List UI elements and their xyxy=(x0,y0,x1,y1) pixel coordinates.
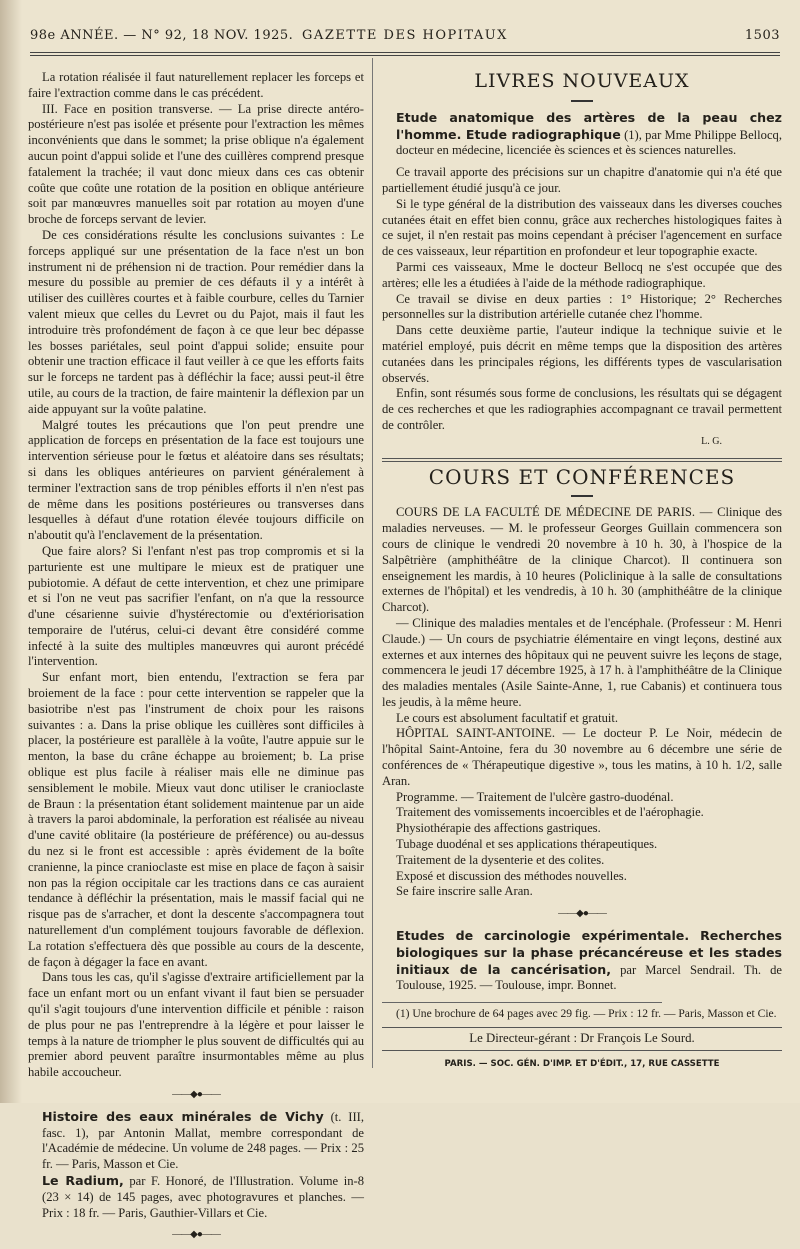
review-paragraph: Parmi ces vaisseaux, Mme le docteur Bellocq ne s'est occupée que des artères; elle les a étudiées à l'aide de la méthode radiographique. xyxy=(382,259,782,290)
review-paragraph: Enfin, sont résumés sous forme de conclusions, les résultats qui se dégagent de ces recherches et que les radiographies accompagnant ce travail permettent de contrôler. xyxy=(382,386,782,432)
article-paragraph: De ces considérations résulte les conclusions suivantes : Le forceps appliqué sur une présentation de la face n'est un bon instrument ni de préhension ni de traction. Pour remédier dans la mesure du possible au premier de ces défauts il y a intérêt à utiliser des cuillères courtes et à faible courbure, celles du Tarnier valent mieux que celles du Levret ou du Pajot, mais il faut les introduire très profondément de façon à ce que leur bec dépasse les bosses pariétales, seul point d'appui solide; ensuite pour obtenir une traction efficace il faut veiller à ce que les efforts faits sur le forceps ne tardent pas à défléchir la face; aussi peut-il être utile, au cours de la traction, de faire maintenir la déflexion par un aide appuyant sur la voûte palatine. xyxy=(28,227,364,416)
title-underline xyxy=(571,100,593,102)
article-paragraph: Que faire alors? Si l'enfant n'est pas trop compromis et si la parturiente est une multipare le mieux est de pratiquer une pubiotomie. A défaut de cette intervention, et chez une primipare et si l'on ne veut pas sacrifier l'enfant, on n'a que la ressource d'une césarienne suivie d'hystérectomie ou d'extériorisation temporaire de l'utérus, celui-ci devant être considéré comme infecté à la suite des multiples manœuvres qui auront précédé l'intervention. xyxy=(28,543,364,669)
cours-paragraph: Le cours est absolument facultatif et gratuit. xyxy=(396,710,619,725)
section-title-cours: COURS ET CONFÉRENCES xyxy=(428,464,736,489)
thesis-title: Etudes de carcinologie expérimentale. Recherches biologiques sur la phase précancéreuse et les stades initiaux de la cancérisation, xyxy=(396,928,782,977)
signature: L. G. xyxy=(701,435,722,447)
book-notice-radium xyxy=(28,1173,364,1221)
book-details: (1), par Mme Philippe Bellocq, docteur en médecine, licenciée ès sciences et ès sciences naturelles. xyxy=(396,127,782,158)
footnote-rule xyxy=(382,1002,662,1003)
right-column xyxy=(382,70,782,1073)
article-paragraph: Dans tous les cas, qu'il s'agisse d'extraire artificiellement par la face un enfant mort ou un enfant vivant il faut bien se persuader qu'il s'agit toujours d'une intervention difficile et pénible : raison de plus pour ne pas l'entreprendre à la légère et pour laisser le temps à la nature de triompher le plus souvent de difficultés qui au premier abord peuvent paraître insurmontables même au plus habile accoucheur. xyxy=(28,970,364,1080)
journal-title: GAZETTE DES HOPITAUX xyxy=(302,28,508,43)
thesis-notice xyxy=(382,928,782,994)
review-paragraph: Ce travail se divise en deux parties : 1° Historique; 2° Recherches personnelles sur la distribution artérielle cutanée chez l'homme. xyxy=(382,291,782,322)
cours-paragraph: HÔPITAL SAINT-ANTOINE. — Le docteur P. Le Noir, médecin de l'hôpital Saint-Antoine, fera du 30 novembre au 6 décembre une série de conférences de « Thérapeutique digestive », tous les matins, à 10 h. 1/2, salle Aran. xyxy=(382,726,782,788)
issue-info: 98e ANNÉE. — N° 92, 18 NOV. 1925. xyxy=(30,28,294,43)
review-paragraph: Si le type général de la distribution des vaisseaux dans les diverses couches cutanées était en effet bien connu, grâce aux recherches histologiques faites à ce sujet, il n'en restait pas moins cependant à préciser l'agencement en surface de ces vaisseaux, leur répartition en profondeur et leur topographie exacte. xyxy=(382,196,782,259)
book-title: Etude anatomique des artères de la peau chez l'homme. Etude radiographique xyxy=(396,109,782,142)
left-column xyxy=(28,70,364,1249)
ornament-divider: ——◆●—— xyxy=(558,908,606,920)
page-number: 1503 xyxy=(744,28,780,43)
book-details: (t. III, fasc. 1), par Antonin Mallat, membre correspondant de l'Académie de médecine. Un volume de 248 pages. — Prix : 25 fr. — Paris, Masson et Cie. xyxy=(42,1109,364,1172)
program-item: Traitement de la dysenterie et des colites. xyxy=(396,852,605,867)
column-separator xyxy=(372,58,373,1068)
book-notice-vichy xyxy=(28,1109,364,1173)
book-title: Le Radium, xyxy=(42,1172,124,1188)
printer-imprint: PARIS. — SOC. GÉN. D'IMP. ET D'ÉDIT., 17, RUE CASSETTE xyxy=(444,1059,720,1070)
thesis-details: par Marcel Sendrail. Th. de Toulouse, 1925. — Toulouse, impr. Bonnet. xyxy=(396,962,782,993)
review-paragraph: Ce travail apporte des précisions sur un chapitre d'anatomie qui n'a été que partiellement étudié jusqu'à ce jour. xyxy=(382,165,782,195)
program-item: Programme. — Traitement de l'ulcère gastro-duodénal. xyxy=(396,789,674,804)
book-title: Histoire des eaux minérales de Vichy xyxy=(42,1108,324,1124)
ornament-divider: ——◆●—— xyxy=(172,1089,220,1100)
article-paragraph: Sur enfant mort, bien entendu, l'extraction se fera par broiement de la face : pour cette intervention se rappeler que la basiotribe n'est pas l'instrument de choix pour les raisons suivantes : a. Dans la prise oblique les cuillères sont difficiles à placer, la postérieure est parallèle à la voûte, l'autre appuie sur le menton, la base du crâne échappe au broiement; b. La prise oblique est plus facile à réaliser mais elle ne diminue pas sensiblement le mobile. Mieux vaut donc utiliser le cranioclaste de Braun : la présentation étant solidement maintenue par un aide à travers la paroi abdominale, la perforation est réalisée au niveau d'une cavité oblitaire (la postérieure de préférence) ou au-dessus du nez si le front est accessible : après évidement de la boîte cranienne, la pince cranioclaste est mise en place de façon à saisir non pas la région occipitale car les tractions dans ce cas auraient tendance à défléchir la présentation, mais le massif facial qui ne risque pas de s'arracher, et dont la descente s'accompagnera tout naturellement d'un complément toujours favorable de déflexion. La rotation s'effectuera dès que possible au cours de la descente, de façon à dégager la face en avant. xyxy=(28,670,364,969)
cours-paragraph: COURS DE LA FACULTÉ DE MÉDECINE DE PARIS. — Clinique des maladies nerveuses. — M. le professeur Georges Guillain commencera son cours de clinique le vendredi 20 novembre à 10 h. 30, à l'hospice de la Salpêtrière (amphithéâtre de la clinique Charcot). Il continuera son enseignement les mardis, à 10 heures (Policlinique à la salle de consultations externes de l'hôpital) et les vendredis, à 10 h. 30 (amphithéâtre de la clinique Charcot). xyxy=(382,505,782,615)
program-item: Exposé et discussion des méthodes nouvelles. xyxy=(396,868,627,883)
cours-paragraph: — Clinique des maladies mentales et de l'encéphale. (Professeur : M. Henri Claude.) — Un cours de psychiatrie élémentaire en vingt leçons, destiné aux externes et aux internes des hôpitaux qui ne peuvent suivre les leçons de stage, commencera le jeudi 17 décembre 1925, à 17 h. à l'amphithéâtre de la Clinique des maladies mentales (Asile Sainte-Anne, 1, rue Cabanis) et continuera tous les jeudis, à la même heure. xyxy=(382,615,782,709)
program-item: Traitement des vomissements incoercibles et de l'aérophagie. xyxy=(396,805,704,820)
program-item: Tubage duodénal et ses applications thérapeutiques. xyxy=(396,837,658,852)
program-item: Se faire inscrire salle Aran. xyxy=(396,884,533,899)
article-paragraph: La rotation réalisée il faut naturellement replacer les forceps et faire l'extraction comme dans le cas précédent. xyxy=(28,70,364,100)
page-header xyxy=(30,28,780,48)
header-rule-2 xyxy=(30,55,780,56)
title-underline xyxy=(571,495,593,497)
article-paragraph: Malgré toutes les précautions que l'on peut prendre une application de forceps en présentation de la face est toujours une intervention sérieuse pour le fœtus et aléatoire dans ses résultats; si dans les obliques antérieures on parvient généralement à terminer l'extraction sans de trop pénibles efforts il n'en n'est pas de même dans les positions postérieures ou transverses dans lesquelles à défaut d'une rotation élevée toujours difficile on n'aboutit qu'à l'enclavement de la présentation. xyxy=(28,417,364,543)
footnote: (1) Une brochure de 64 pages avec 29 fig. — Prix : 12 fr. — Paris, Masson et Cie. xyxy=(396,1007,777,1021)
header-rule xyxy=(30,52,780,53)
ornament-divider: ——◆●—— xyxy=(172,1229,220,1241)
book-details: par F. Honoré, de l'Illustration. Volume in-8 (23 × 14) de 145 pages, avec photogravures et planches. — Prix : 18 fr. — Paris, Gauthier-Villars et Cie. xyxy=(42,1173,364,1220)
article-paragraph: III. Face en position transverse. — La prise directe antéro-postérieure n'est pas isolée et présente pour l'extraction les mêmes inconvénients que dans le sommet; la prise oblique n'a également aucun point d'appui solide et l'une des cuillères comprend presque fatalement la trachée; il vaut donc mieux dans ces cas obtenir coûte que coûte une rotation de la position en oblique antérieure soit par manœuvres manuelles soit par rotation au moyen d'une broche de forceps servant de levier. xyxy=(28,101,364,227)
section-title-livres: LIVRES NOUVEAUX xyxy=(474,70,690,92)
director-line: Le Directeur-gérant : Dr François Le Sourd. xyxy=(382,1027,782,1051)
section-rule xyxy=(382,458,782,462)
program-item: Physiothérapie des affections gastriques. xyxy=(396,821,601,836)
review-paragraph: Dans cette deuxième partie, l'auteur indique la technique suivie et le matériel employé, puis décrit en même temps que la disposition des artères cutanées dans les principales régions, les différents types de vascularisation observés. xyxy=(382,323,782,385)
book-review-heading xyxy=(382,110,782,159)
